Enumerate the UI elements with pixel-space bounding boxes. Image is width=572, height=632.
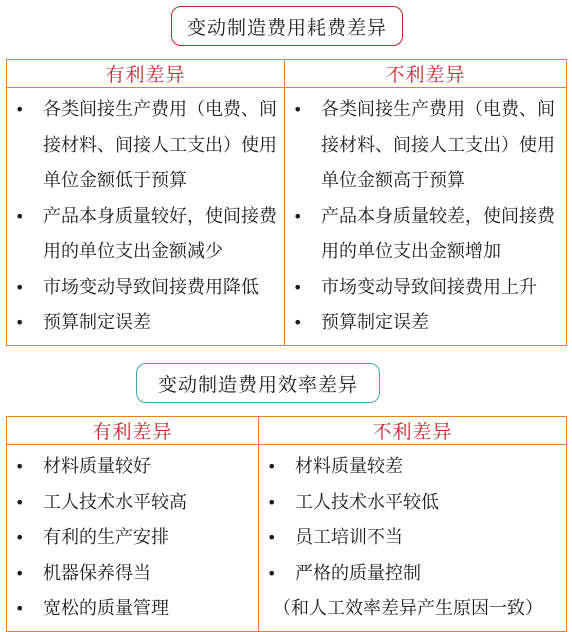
list-item: • 材料质量较好 <box>7 449 258 485</box>
list-item: • 各类间接生产费用（电费、间接材料、间接人工支出）使用单位金额低于预算 <box>7 92 284 199</box>
list-item: • 预算制定误差 <box>7 305 284 341</box>
favorable-cell <box>7 88 285 346</box>
favorable-cell <box>7 445 259 632</box>
unfavorable-cell <box>259 445 567 632</box>
list-item: • 严格的质量控制 <box>259 556 566 592</box>
note-item: （和人工效率差异产生原因一致） <box>273 598 543 619</box>
spending-variance-title: 变动制造费用耗费差异 <box>171 6 403 46</box>
list-item: • 宽松的质量管理 <box>7 591 258 627</box>
list-item: • 工人技术水平较高 <box>7 485 258 521</box>
list-item: • 预算制定误差 <box>285 305 566 341</box>
spending-variance-table <box>6 59 567 346</box>
efficiency-variance-table <box>6 416 567 632</box>
list-item: • 市场变动导致间接费用上升 <box>285 270 566 306</box>
list-item: • 各类间接生产费用（电费、间接材料、间接人工支出）使用单位金额高于预算 <box>285 92 566 199</box>
unfavorable-header: 不利差异 <box>259 417 567 445</box>
list-item: • 产品本身质量较差，使间接费用的单位支出金额增加 <box>285 199 566 270</box>
list-item: • 机器保养得当 <box>7 556 258 592</box>
list-item: • 工人技术水平较低 <box>259 485 566 521</box>
list-item: • 市场变动导致间接费用降低 <box>7 270 284 306</box>
favorable-header: 有利差异 <box>7 417 259 445</box>
unfavorable-cell <box>285 88 567 346</box>
list-item: • 有利的生产安排 <box>7 520 258 556</box>
favorable-header: 有利差异 <box>7 60 285 88</box>
list-item: • 材料质量较差 <box>259 449 566 485</box>
unfavorable-header: 不利差异 <box>285 60 567 88</box>
list-item: • 产品本身质量较好，使间接费用的单位支出金额减少 <box>7 199 284 270</box>
efficiency-variance-title: 变动制造费用效率差异 <box>136 363 380 403</box>
list-item: • 员工培训不当 <box>259 520 566 556</box>
